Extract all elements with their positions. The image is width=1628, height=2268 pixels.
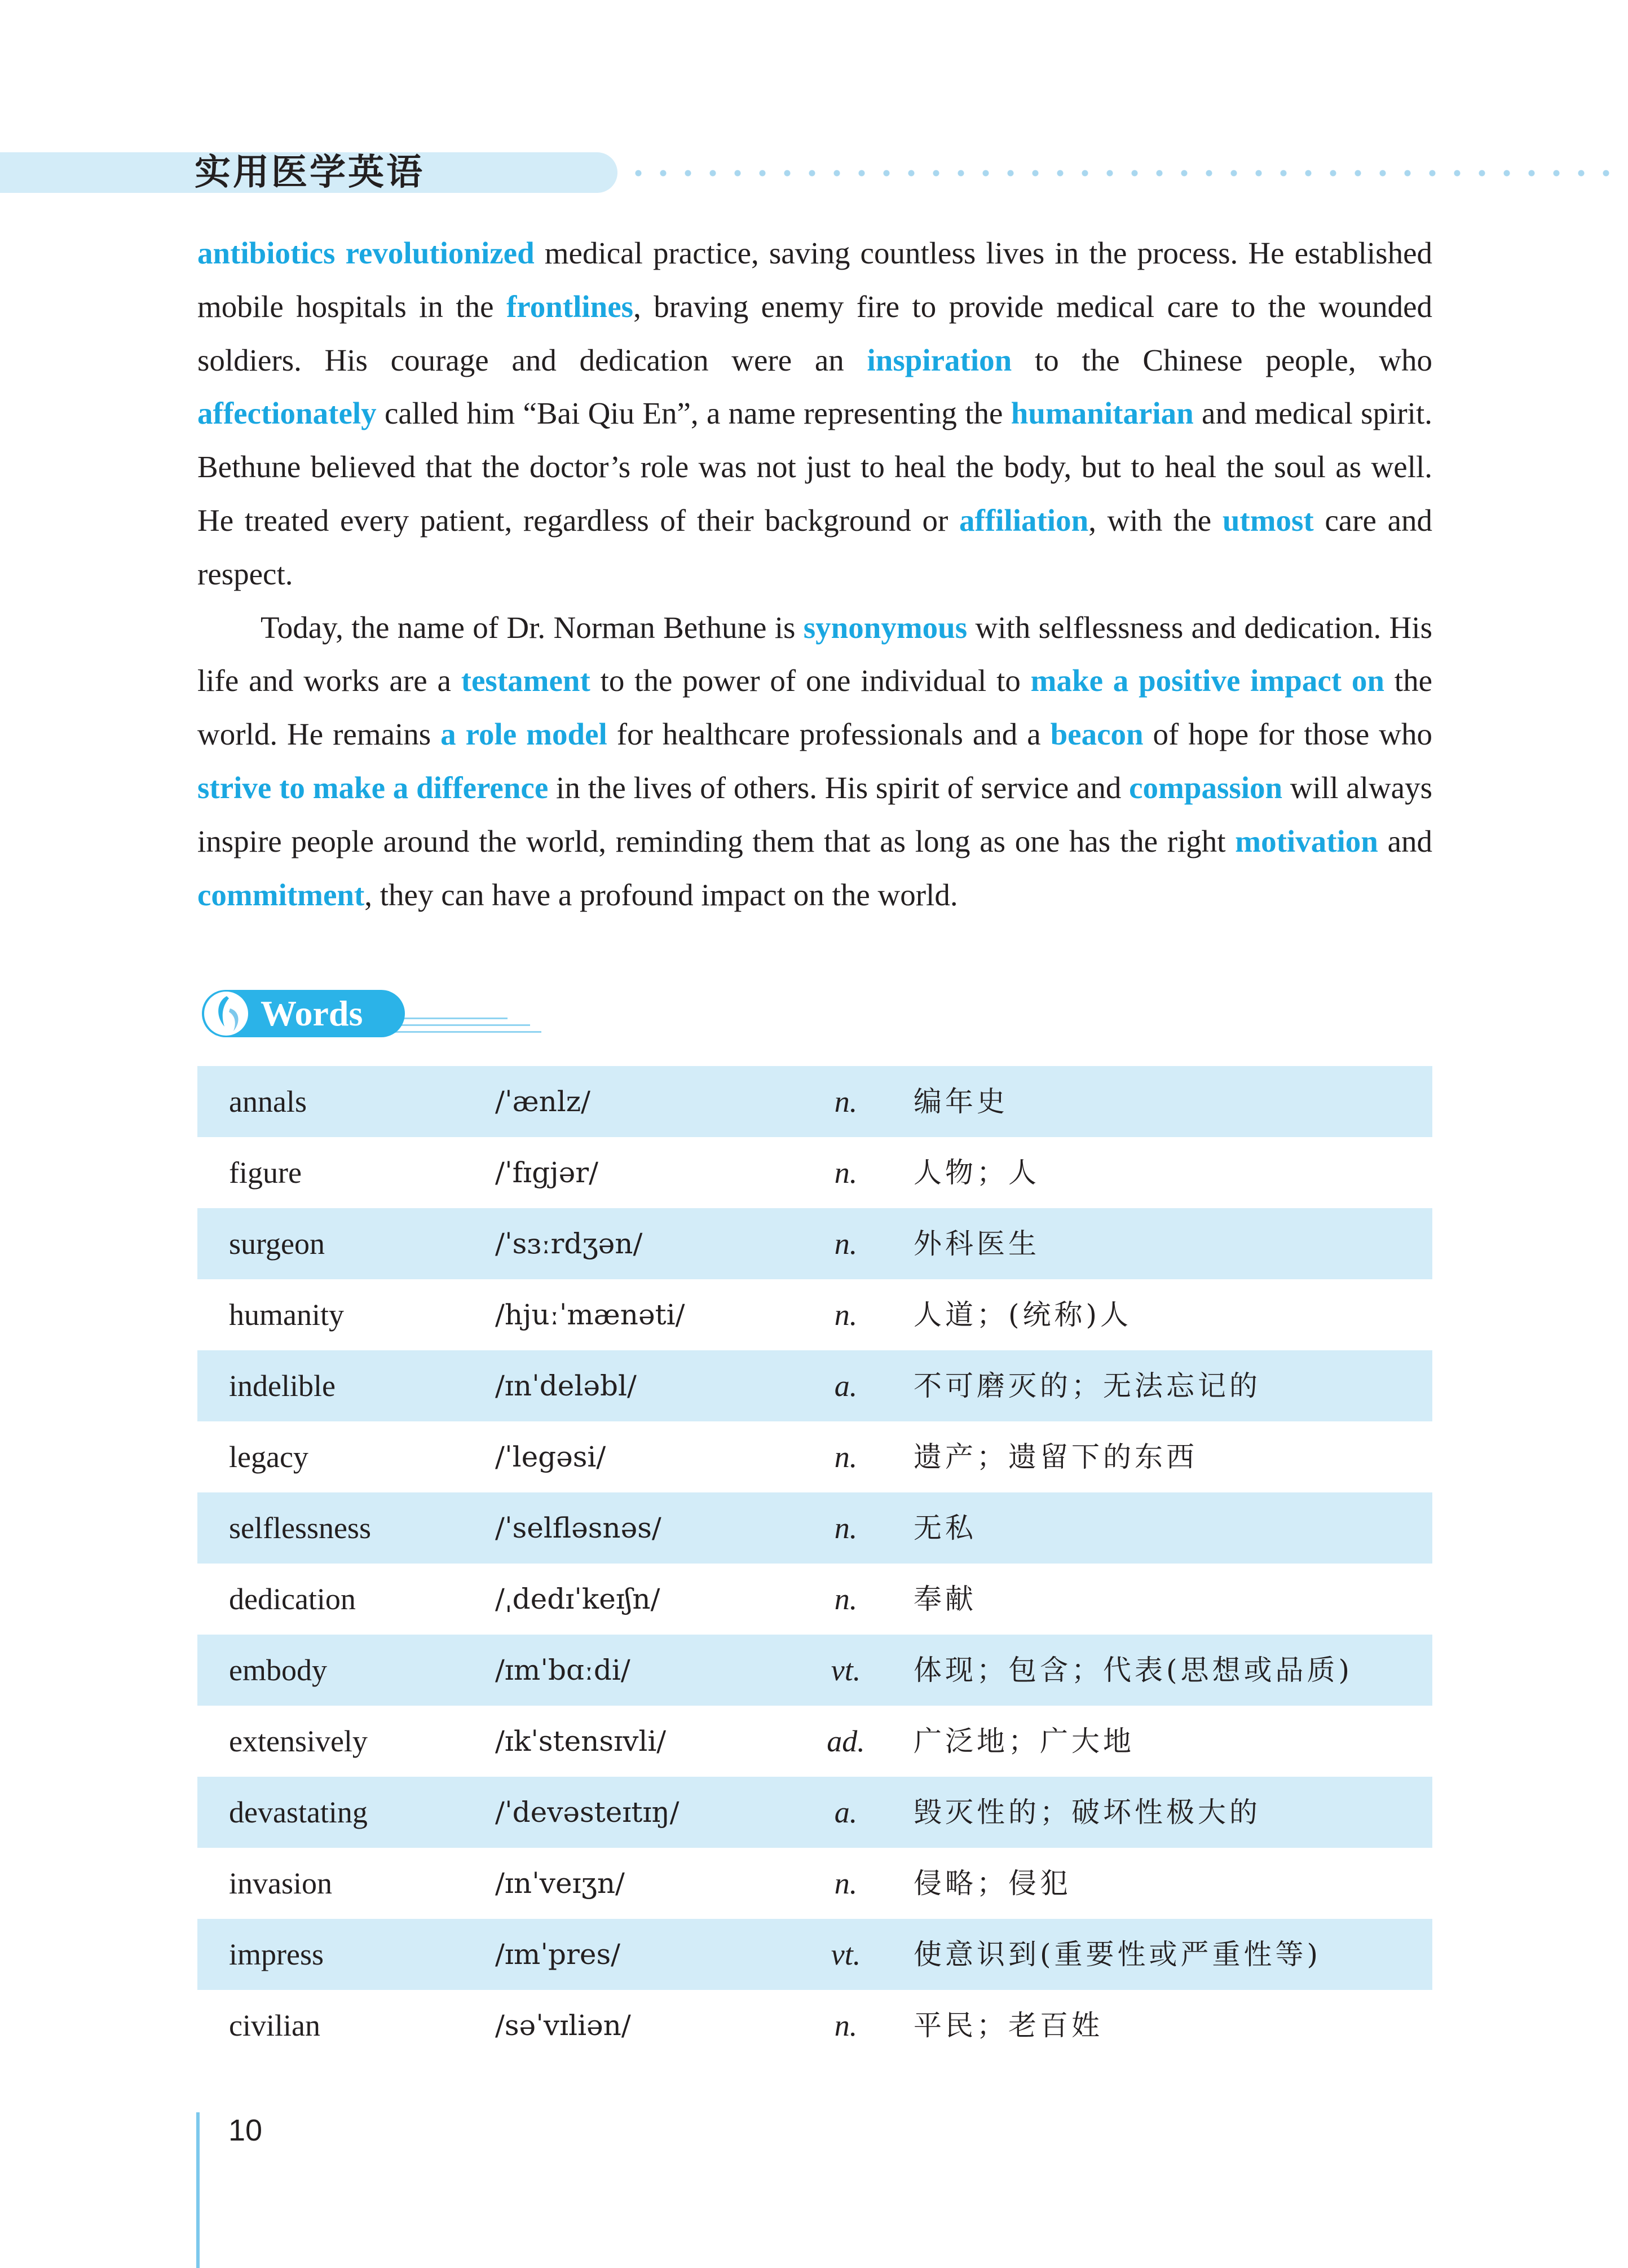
- text-run: Today, the name of Dr. Norman Bethune is: [261, 610, 804, 645]
- vocab-phonetic: /ˈænlz/: [495, 1085, 590, 1118]
- keyword: a role model: [440, 717, 607, 752]
- vocab-definition: 遗产；遗留下的东西: [914, 1441, 1198, 1473]
- vocab-definition: 无私: [914, 1512, 977, 1544]
- text-run: and: [1378, 823, 1432, 858]
- vocab-phonetic: /səˈvɪliən/: [495, 2009, 631, 2042]
- vocab-part-of-speech: n.: [834, 1511, 858, 1545]
- vocab-definition: 不可磨灭的；无法忘记的: [914, 1369, 1261, 1402]
- vocab-definition: 人物；人: [914, 1156, 1040, 1189]
- text-run: medical practice, saving countless lives in the process. He established mobile hospitals in the: [197, 236, 1432, 324]
- text-run: to the power of one individual to: [590, 663, 1031, 698]
- vocab-phonetic: /hjuːˈmænəti/: [495, 1298, 685, 1331]
- text-run: and medical spirit. Bethune believed that the doctor’s role was not just to heal the body, but to heal the soul as well. He treated every patient, regardless of their background or: [197, 396, 1432, 538]
- vocab-phonetic: /ˈfɪgjər/: [495, 1156, 598, 1189]
- vocab-row: [197, 1777, 1432, 1848]
- vocab-part-of-speech: ad.: [827, 1724, 865, 1758]
- text-run: called him “Bai Qiu En”, a name representing the: [376, 396, 1011, 431]
- vocab-word: dedication: [229, 1582, 356, 1616]
- text-run: , with the: [1088, 503, 1223, 538]
- vocab-row: [197, 1066, 1432, 1137]
- keyword: frontlines: [506, 289, 634, 324]
- vocab-row: [197, 1492, 1432, 1564]
- footer-rule: [196, 2112, 200, 2268]
- leaf-icon: [204, 992, 248, 1036]
- vocab-row: [197, 1279, 1432, 1350]
- keyword: synonymous: [803, 610, 968, 645]
- vocab-row: [197, 1706, 1432, 1777]
- keyword: make a positive impact on: [1030, 663, 1384, 698]
- vocab-phonetic: /ˈselfləsnəs/: [495, 1512, 661, 1544]
- vocab-word: invasion: [229, 1866, 332, 1900]
- vocab-phonetic: /ˈsɜːrdʒən/: [495, 1227, 643, 1260]
- vocab-phonetic: /ɪkˈstensɪvli/: [495, 1725, 667, 1758]
- vocab-phonetic: /ɪnˈdeləbl/: [495, 1369, 637, 1402]
- vocab-word: surgeon: [229, 1227, 325, 1261]
- vocabulary-table: [197, 1066, 1432, 2061]
- vocab-phonetic: /ɪnˈveɪʒn/: [495, 1867, 625, 1900]
- keyword: testament: [461, 663, 590, 698]
- keyword: compassion: [1129, 770, 1283, 805]
- text-run: , braving enemy fire to provide medical care to the wounded soldiers. His courage and dedication were an: [197, 289, 1432, 377]
- vocab-definition: 外科医生: [914, 1227, 1040, 1260]
- vocab-part-of-speech: n.: [834, 1866, 858, 1900]
- vocab-row: [197, 1208, 1432, 1279]
- text-run: in the lives of others. His spirit of service and: [548, 770, 1130, 805]
- vocab-row: [197, 1635, 1432, 1706]
- vocab-part-of-speech: n.: [834, 1440, 858, 1474]
- vocab-part-of-speech: a.: [834, 1795, 858, 1829]
- vocab-word: extensively: [229, 1724, 368, 1758]
- vocab-row: [197, 1350, 1432, 1421]
- keyword: commitment: [197, 877, 365, 912]
- paragraph: [197, 601, 1432, 922]
- vocab-definition: 人道；(统称)人: [914, 1298, 1132, 1331]
- vocab-part-of-speech: n.: [834, 1227, 858, 1261]
- vocab-definition: 奉献: [914, 1583, 977, 1615]
- vocab-phonetic: /ɪmˈpres/: [495, 1938, 620, 1971]
- vocab-definition: 体现；包含；代表(思想或品质): [914, 1654, 1353, 1686]
- text-run: for healthcare professionals and a: [607, 717, 1051, 752]
- vocab-part-of-speech: n.: [834, 1298, 858, 1332]
- text-run: care and respect.: [197, 503, 1432, 591]
- keyword: motivation: [1235, 823, 1378, 858]
- passage-text: [197, 227, 1432, 922]
- page-number: 10: [228, 2113, 263, 2147]
- keyword: antibiotics revolutionized: [197, 236, 535, 270]
- vocab-part-of-speech: n.: [834, 1085, 858, 1118]
- vocab-definition: 广泛地；广大地: [914, 1725, 1135, 1758]
- vocab-phonetic: /ɪmˈbɑːdi/: [495, 1654, 630, 1686]
- vocab-definition: 毁灭性的；破坏性极大的: [914, 1796, 1261, 1829]
- vocab-definition: 平民；老百姓: [914, 2009, 1103, 2042]
- vocab-part-of-speech: n.: [834, 2009, 858, 2042]
- vocab-word: indelible: [229, 1369, 336, 1403]
- vocab-part-of-speech: vt.: [831, 1937, 861, 1971]
- vocab-definition: 侵略；侵犯: [914, 1867, 1071, 1900]
- vocab-word: figure: [229, 1156, 302, 1190]
- vocab-definition: 编年史: [914, 1085, 1008, 1118]
- text-run: will always inspire people around the world, reminding them that as long as one has the right: [197, 770, 1432, 858]
- vocab-word: civilian: [229, 2009, 320, 2042]
- keyword: utmost: [1222, 503, 1314, 538]
- words-heading-label: Words: [261, 993, 363, 1033]
- text-run: to the Chinese people, who: [1012, 342, 1432, 377]
- vocab-word: humanity: [229, 1298, 344, 1332]
- vocab-row: [197, 1137, 1432, 1208]
- vocab-word: annals: [229, 1085, 307, 1118]
- vocab-part-of-speech: vt.: [831, 1653, 861, 1687]
- vocab-row: [197, 1564, 1432, 1635]
- text-run: of hope for those who: [1143, 717, 1432, 752]
- text-run: with selflessness and dedication. His life and works are a: [197, 610, 1432, 698]
- keyword: inspiration: [867, 342, 1012, 377]
- vocab-part-of-speech: n.: [834, 1156, 858, 1190]
- keyword: affectionately: [197, 396, 377, 431]
- keyword: affiliation: [959, 503, 1089, 538]
- text-run: , they can have a profound impact on the world.: [364, 877, 958, 912]
- text-run: the world. He remains: [197, 663, 1432, 752]
- book-title: 实用医学英语: [195, 152, 425, 193]
- vocab-word: selflessness: [229, 1511, 371, 1545]
- vocab-word: embody: [229, 1653, 327, 1687]
- vocab-word: legacy: [229, 1440, 308, 1474]
- vocab-phonetic: /ˈdevəsteɪtɪŋ/: [495, 1796, 680, 1829]
- vocab-word: impress: [229, 1937, 324, 1971]
- header-dot-divider: [626, 169, 1624, 177]
- paragraph: [197, 227, 1432, 601]
- vocab-phonetic: /ˈlegəsi/: [495, 1441, 606, 1473]
- vocab-definition: 使意识到(重要性或严重性等): [914, 1938, 1322, 1971]
- vocab-row: [197, 1919, 1432, 1990]
- vocab-row: [197, 1990, 1432, 2061]
- vocab-word: devastating: [229, 1795, 368, 1829]
- vocab-phonetic: /ˌdedɪˈkeɪʃn/: [495, 1583, 660, 1615]
- vocab-row: [197, 1421, 1432, 1492]
- vocab-part-of-speech: n.: [834, 1582, 858, 1616]
- keyword: humanitarian: [1011, 396, 1194, 431]
- vocab-part-of-speech: a.: [834, 1369, 858, 1403]
- keyword: beacon: [1050, 717, 1144, 752]
- keyword: strive to make a difference: [197, 770, 549, 805]
- vocab-row: [197, 1848, 1432, 1919]
